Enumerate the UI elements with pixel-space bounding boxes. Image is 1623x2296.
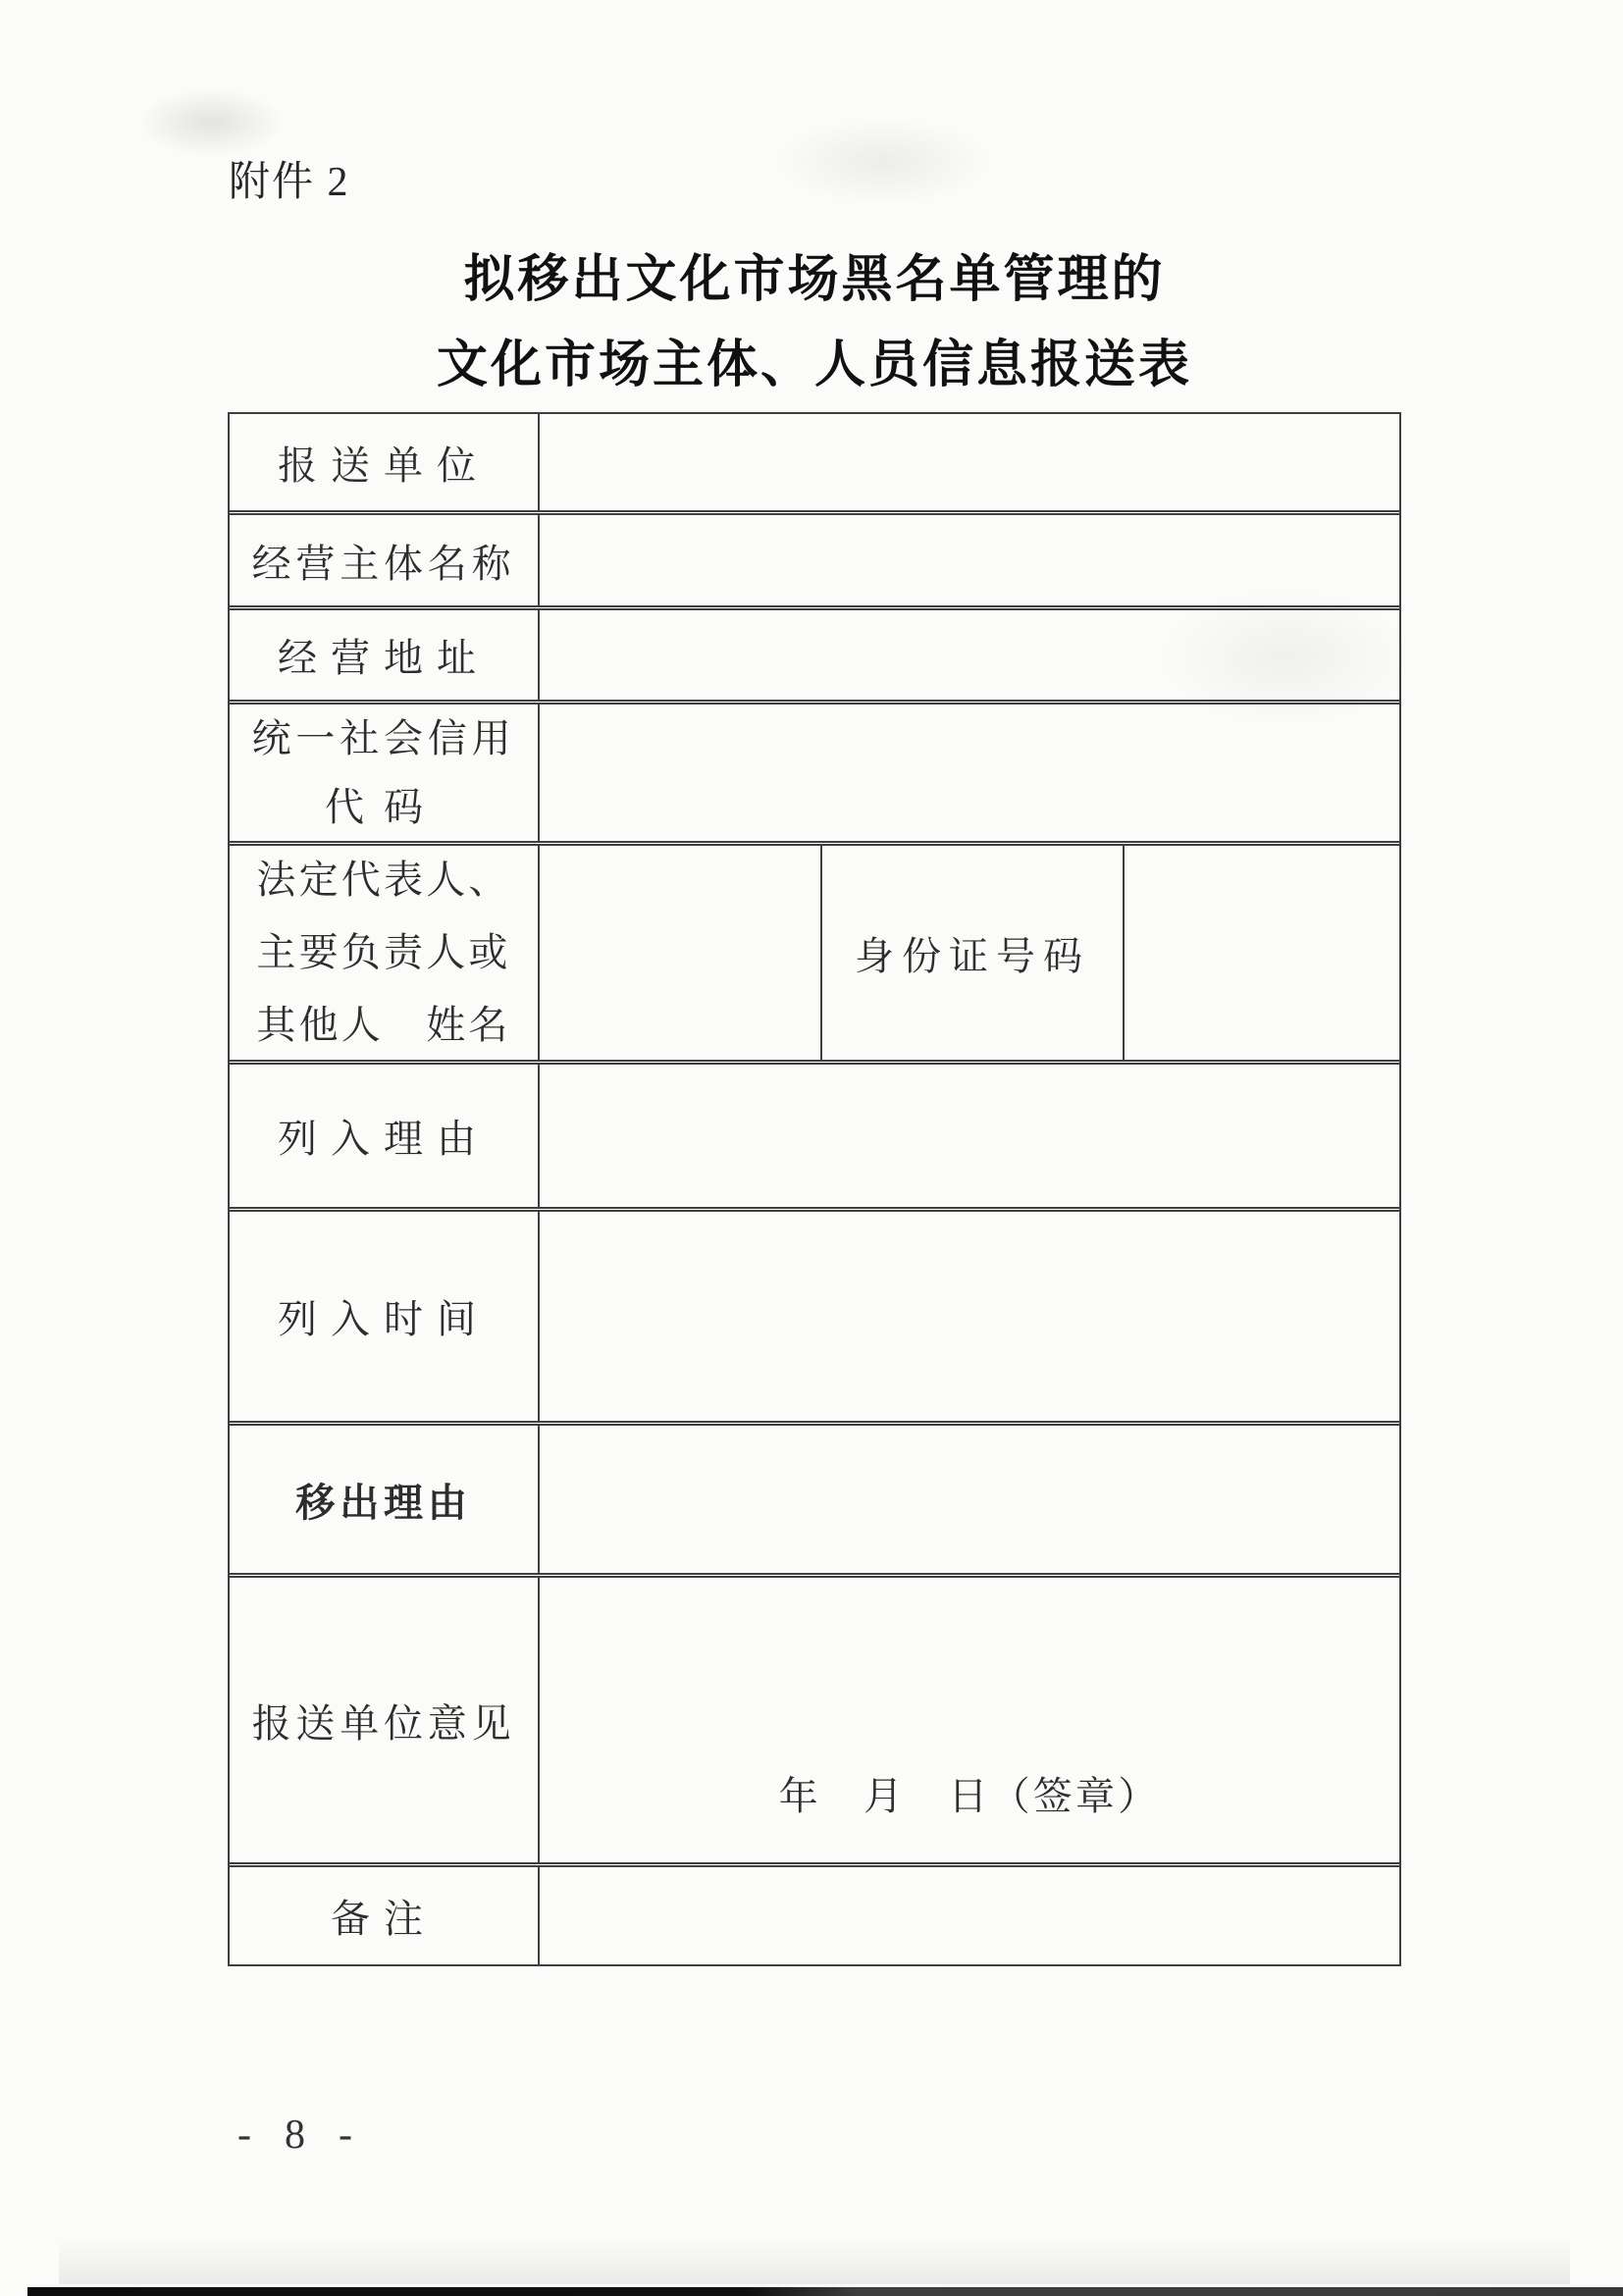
id-number-label: 身份证号码 — [822, 846, 1125, 1060]
row-entity-name — [230, 515, 1399, 610]
entity-name-value-cell — [540, 515, 1399, 605]
credit-code-label — [230, 704, 540, 841]
row-listing-reason — [230, 1065, 1399, 1212]
legal-rep-label-line1: 法定代表人、 — [256, 858, 511, 902]
credit-code-label-line2: 代码 — [325, 784, 443, 829]
row-listing-time — [230, 1212, 1399, 1426]
row-removal-reason — [230, 1426, 1399, 1578]
entity-name-label: 经营主体名称 — [230, 515, 540, 605]
sign-date-line: 年 月 日（签章） — [778, 1774, 1161, 1818]
remarks-value-cell — [540, 1867, 1399, 1964]
scan-noise — [137, 88, 285, 157]
unit-opinion-label: 报送单位意见 — [230, 1578, 540, 1862]
legal-rep-label-line3: 其他人 姓名 — [256, 1003, 511, 1047]
unit-opinion-value-cell — [540, 1578, 1399, 1862]
form-title — [228, 237, 1401, 408]
attachment-label: 附件 2 — [229, 160, 350, 205]
scan-noise — [59, 2239, 1570, 2284]
listing-reason-label: 列入理由 — [230, 1065, 540, 1207]
id-number-value-cell — [1125, 846, 1399, 1060]
form-title-line2: 文化市场主体、人员信息报送表 — [436, 337, 1192, 393]
report-unit-label: 报送单位 — [230, 414, 540, 510]
legal-rep-label-line2: 主要负责人或 — [256, 930, 511, 974]
removal-reason-value-cell — [540, 1426, 1399, 1573]
removal-reason-label: 移出理由 — [230, 1426, 540, 1573]
row-report-unit — [230, 414, 1399, 515]
legal-rep-label — [230, 846, 540, 1060]
remarks-label: 备注 — [230, 1867, 540, 1964]
scan-noise — [775, 118, 991, 206]
listing-time-value-cell — [540, 1212, 1399, 1421]
row-legal-rep — [230, 846, 1399, 1065]
row-address — [230, 610, 1399, 704]
report-unit-value-cell — [540, 414, 1399, 510]
listing-time-label: 列入时间 — [230, 1212, 540, 1421]
scan-edge-artifact — [27, 2287, 1623, 2296]
form-table — [228, 412, 1401, 1966]
row-unit-opinion — [230, 1578, 1399, 1867]
row-remarks — [230, 1867, 1399, 1964]
address-label: 经营地址 — [230, 610, 540, 700]
listing-reason-value-cell — [540, 1065, 1399, 1207]
row-credit-code — [230, 704, 1399, 846]
credit-code-label-line1: 统一社会信用 — [251, 715, 516, 760]
credit-code-value-cell — [540, 704, 1399, 841]
address-value-cell — [540, 610, 1399, 700]
form-title-line1: 拟移出文化市场黑名单管理的 — [463, 251, 1166, 308]
page-number: - 8 - — [237, 2113, 364, 2158]
legal-rep-name-value-cell — [540, 846, 822, 1060]
